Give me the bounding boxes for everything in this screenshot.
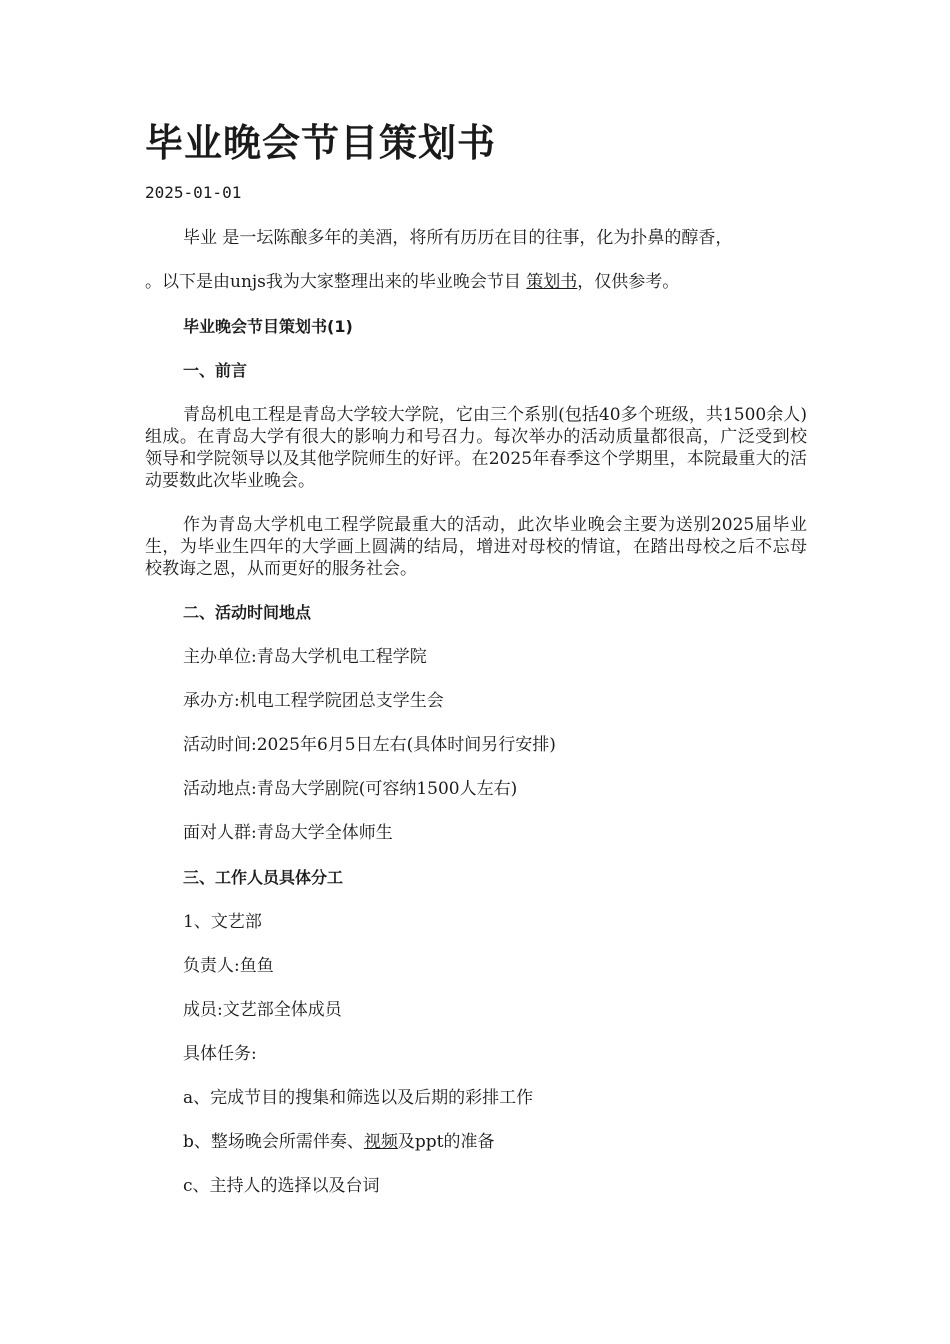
task-b-pre: b、整场晚会所需伴奏、 <box>183 1132 364 1152</box>
task-a-line: a、完成节目的搜集和筛选以及后期的彩排工作 <box>183 1088 534 1108</box>
event-place-line: 活动地点:青岛大学剧院(可容纳1500人左右) <box>183 779 518 799</box>
intro-line-1: 毕业 是一坛陈酿多年的美酒，将所有历历在目的往事，化为扑鼻的醇香， <box>183 228 733 248</box>
tasks-label: 具体任务: <box>183 1044 257 1064</box>
intro-text-pre: 。以下是由unjs我为大家整理出来的毕业晚会节目 <box>145 272 527 292</box>
preface-paragraph-2: 作为青岛大学机电工程学院最重大的活动，此次毕业晚会主要为送别2025届毕业生，为毕业生四年的大学画上圆满的结局，增进对母校的情谊，在踏出母校之后不忘母校教诲之恩，从而更好的服务社会。 <box>145 515 807 579</box>
section-heading-time-place: 二、活动时间地点 <box>183 603 312 622</box>
host-line: 承办方:机电工程学院团总支学生会 <box>183 691 444 711</box>
dept-line: 1、文艺部 <box>183 912 262 932</box>
intro-line-2 <box>145 271 679 293</box>
plan-book-link[interactable]: 策划书 <box>526 272 578 292</box>
task-b-line <box>183 1131 495 1153</box>
document-date: 2025-01-01 <box>145 183 242 202</box>
section-heading-staff: 三、工作人员具体分工 <box>183 868 344 887</box>
section-heading-preface: 一、前言 <box>183 361 248 380</box>
audience-line: 面对人群:青岛大学全体师生 <box>183 823 393 843</box>
event-time-line: 活动时间:2025年6月5日左右(具体时间另行安排) <box>183 735 556 755</box>
task-c-line: c、主持人的选择以及台词 <box>183 1176 380 1196</box>
members-line: 成员:文艺部全体成员 <box>183 1000 342 1020</box>
leader-line: 负责人:鱼鱼 <box>183 956 274 976</box>
intro-text-post: ，仅供参考。 <box>577 272 680 292</box>
task-b-post: 及ppt的准备 <box>397 1132 495 1152</box>
preface-paragraph-1: 青岛机电工程是青岛大学较大学院，它由三个系别(包括40多个班级，共1500余人)组成。在青岛大学有很大的影响力和号召力。每次举办的活动质量都很高，广泛受到校领导和学院领导以及其他学院师生的好评。在2025年春季这个学期里，本院最重大的活动要数此次毕业晚会。 <box>145 405 807 491</box>
subtitle: 毕业晚会节目策划书(1) <box>183 317 353 336</box>
page-title: 毕业晚会节目策划书 <box>145 121 497 165</box>
video-link[interactable]: 视频 <box>363 1132 398 1152</box>
organizer-line: 主办单位:青岛大学机电工程学院 <box>183 647 427 667</box>
